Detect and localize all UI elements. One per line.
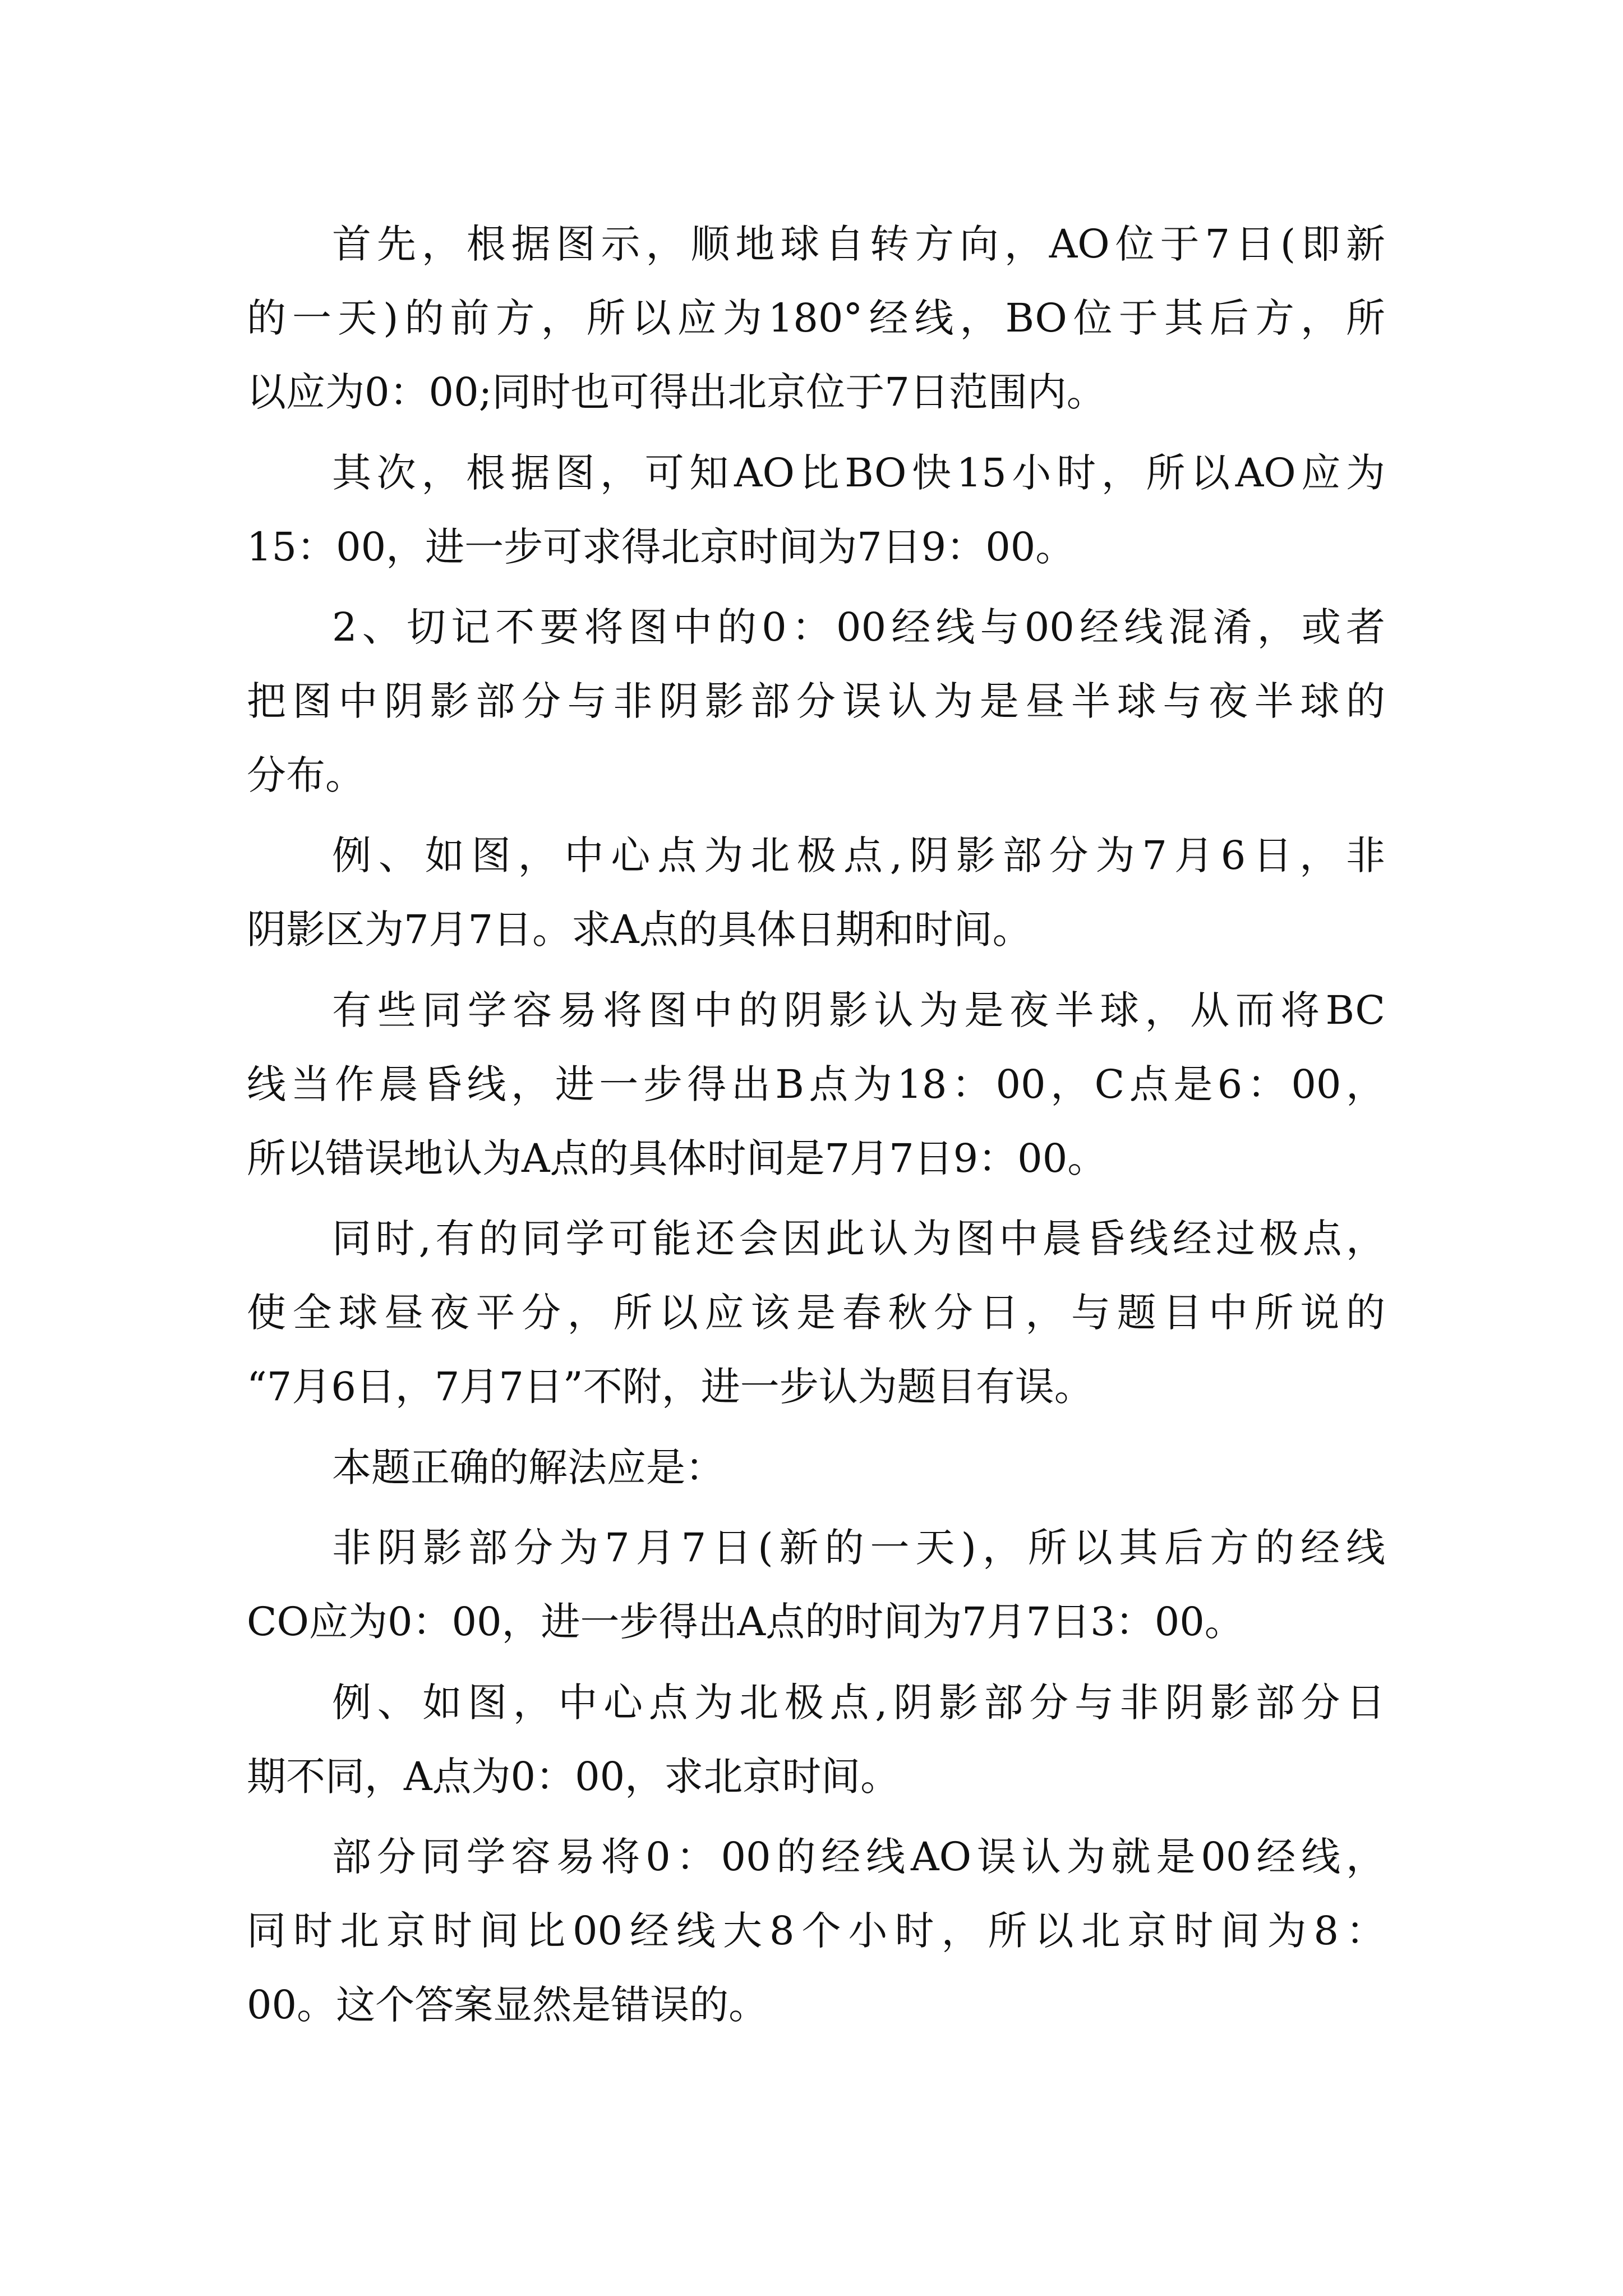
text-line: 例、如图，中心点为北极点,阴影部分为7月6日，非 bbox=[332, 832, 1385, 878]
text-line: 期不同，A点为0：00，求北京时间。 bbox=[247, 1754, 900, 1800]
text-line: 的一天)的前方，所以应为180°经线，BO位于其后方，所 bbox=[247, 295, 1385, 341]
text-line: “7月6日，7月7日”不附，进一步认为题目有误。 bbox=[247, 1364, 1094, 1410]
text-line: 首先，根据图示，顺地球自转方向，AO位于7日(即新 bbox=[332, 221, 1385, 267]
text-line: 所以错误地认为A点的具体时间是7月7日9：00。 bbox=[247, 1135, 1107, 1181]
text-line: 使全球昼夜平分，所以应该是春秋分日，与题目中所说的 bbox=[247, 1290, 1385, 1336]
text-line: 2、切记不要将图中的0：00经线与00经线混淆，或者 bbox=[332, 604, 1385, 650]
text-line: 15：00，进一步可求得北京时间为7日9：00。 bbox=[247, 524, 1075, 570]
text-line: 有些同学容易将图中的阴影认为是夜半球，从而将BC bbox=[332, 987, 1385, 1033]
text-line: 阴影区为7月7日。求A点的具体日期和时间。 bbox=[247, 907, 1032, 953]
text-line: 其次，根据图，可知AO比BO快15小时，所以AO应为 bbox=[332, 450, 1385, 496]
text-line: 分布。 bbox=[247, 752, 365, 798]
text-line: 00。这个答案显然是错误的。 bbox=[247, 1982, 768, 2028]
text-line: 本题正确的解法应是： bbox=[332, 1444, 725, 1490]
text-line: 非阴影部分为7月7日(新的一天)，所以其后方的经线 bbox=[332, 1525, 1385, 1571]
text-line: 同时北京时间比00经线大8个小时，所以北京时间为8： bbox=[247, 1908, 1385, 1954]
text-line: 把图中阴影部分与非阴影部分误认为是昼半球与夜半球的 bbox=[247, 678, 1385, 724]
text-line: 例、如图，中心点为北极点,阴影部分与非阴影部分日 bbox=[332, 1680, 1385, 1726]
text-line: CO应为0：00，进一步得出A点的时间为7月7日3：00。 bbox=[247, 1599, 1244, 1645]
text-line: 以应为0：00;同时也可得出北京位于7日范围内。 bbox=[247, 369, 1106, 415]
text-line: 部分同学容易将0：00的经线AO误认为就是00经线， bbox=[332, 1834, 1385, 1880]
text-line: 线当作晨昏线，进一步得出B点为18：00，C点是6：00， bbox=[247, 1061, 1385, 1107]
text-line: 同时,有的同学可能还会因此认为图中晨昏线经过极点， bbox=[332, 1216, 1385, 1262]
